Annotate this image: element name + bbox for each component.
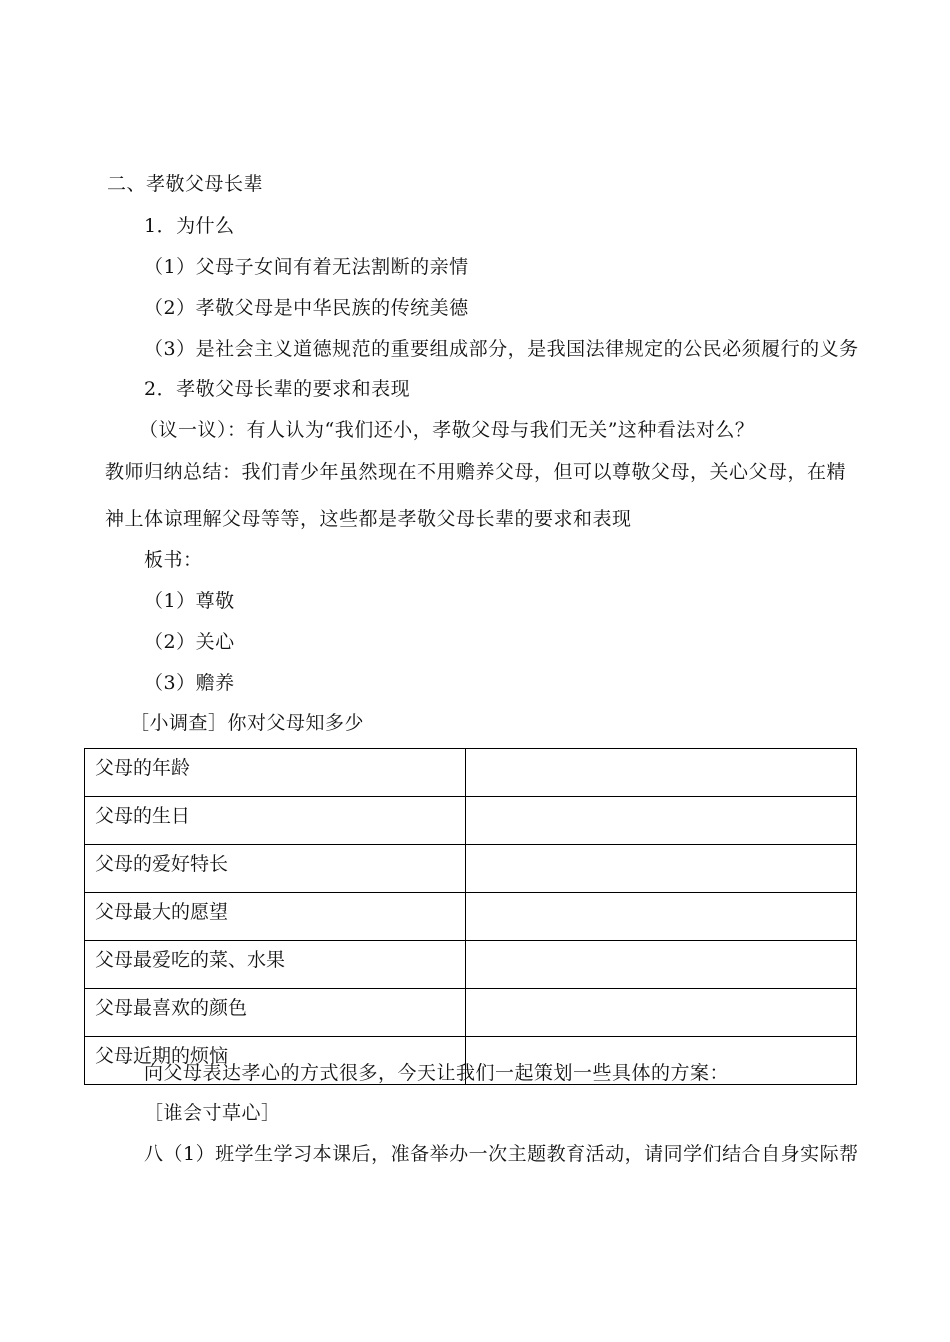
subsection-title-why: 1．为什么 <box>144 215 235 237</box>
survey-answer-cell <box>466 749 857 797</box>
reason-item: （3）是社会主义道德规范的重要组成部分，是我国法律规定的公民必须履行的义务 <box>144 338 859 360</box>
plan-intro: 向父母表达孝心的方式很多，今天让我们一起策划一些具体的方案： <box>144 1062 730 1084</box>
board-item: （2）关心 <box>144 631 235 653</box>
survey-label-cell: 父母最爱吃的菜、水果 <box>85 941 466 989</box>
survey-answer-cell <box>466 989 857 1037</box>
board-label: 板书： <box>144 549 203 571</box>
table-row <box>85 989 857 1037</box>
survey-label-cell: 父母最大的愿望 <box>85 893 466 941</box>
survey-answer-cell <box>466 941 857 989</box>
survey-label-cell: 父母的年龄 <box>85 749 466 797</box>
table-row <box>85 893 857 941</box>
subsection-title-requirements: 2．孝敬父母长辈的要求和表现 <box>144 378 411 400</box>
table-row <box>85 797 857 845</box>
survey-label-cell: 父母的生日 <box>85 797 466 845</box>
survey-label-cell: 父母近期的烦恼 <box>85 1037 466 1085</box>
activity-text: 八（1）班学生学习本课后，准备举办一次主题教育活动，请同学们结合自身实际帮 <box>144 1143 859 1165</box>
table-row <box>85 845 857 893</box>
board-item: （1）尊敬 <box>144 590 235 612</box>
activity-title: ［谁会寸草心］ <box>144 1102 281 1124</box>
teacher-summary-line-2: 神上体谅理解父母等等，这些都是孝敬父母长辈的要求和表现 <box>105 508 632 530</box>
table-row <box>85 749 857 797</box>
reason-item: （1）父母子女间有着无法割断的亲情 <box>144 256 469 278</box>
table-row <box>85 941 857 989</box>
teacher-summary-line-1: 教师归纳总结：我们青少年虽然现在不用赡养父母，但可以尊敬父母，关心父母，在精 <box>105 461 847 483</box>
section-heading: 二、孝敬父母长辈 <box>107 173 264 195</box>
survey-table <box>84 748 857 1085</box>
survey-answer-cell <box>466 845 857 893</box>
survey-answer-cell <box>466 893 857 941</box>
reason-item: （2）孝敬父母是中华民族的传统美德 <box>144 297 469 319</box>
board-item: （3）赡养 <box>144 672 235 694</box>
survey-label-cell: 父母最喜欢的颜色 <box>85 989 466 1037</box>
survey-answer-cell <box>466 797 857 845</box>
survey-title: ［小调查］你对父母知多少 <box>130 712 365 734</box>
survey-label-cell: 父母的爱好特长 <box>85 845 466 893</box>
discussion-question: （议一议）：有人认为“我们还小，孝敬父母与我们无关”这种看法对么？ <box>139 419 755 441</box>
